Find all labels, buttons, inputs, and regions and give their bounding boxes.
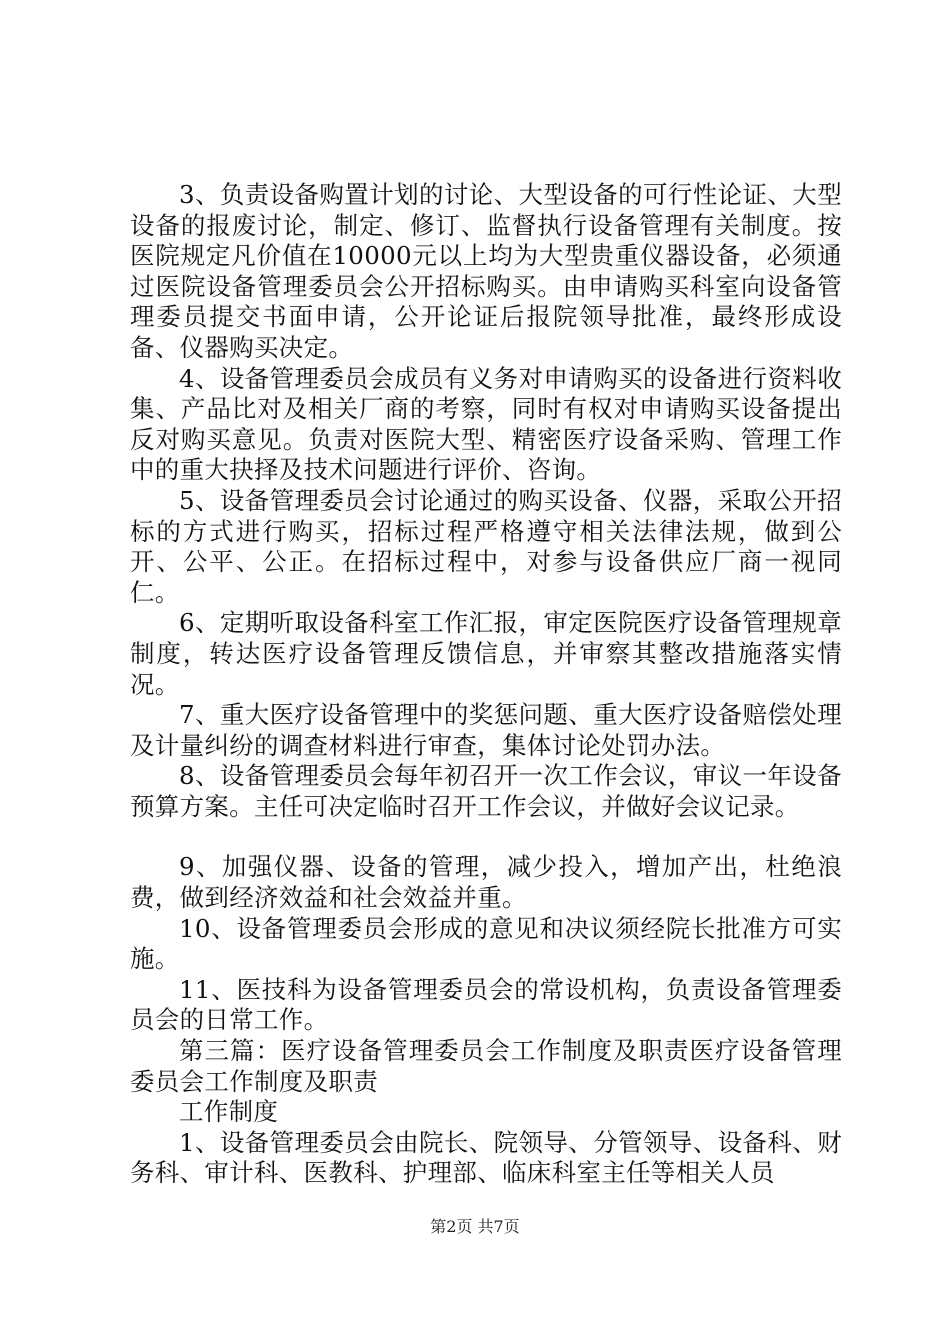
section-heading: 第三篇：医疗设备管理委员会工作制度及职责医疗设备管理委员会工作制度及职责 [130, 1036, 842, 1096]
paragraph-rule-1: 1、设备管理委员会由院长、院领导、分管领导、设备科、财务科、审计科、医教科、护理部、临床科室主任等相关人员 [130, 1127, 842, 1188]
paragraph-6: 6、定期听取设备科室工作汇报，审定医院医疗设备管理规章制度，转达医疗设备管理反馈信息，并审察其整改措施落实情况。 [130, 608, 842, 699]
document-body [130, 180, 842, 1189]
paragraph-4: 4、设备管理委员会成员有义务对申请购买的设备进行资料收集、产品比对及相关厂商的考察，同时有权对申请购买设备提出反对购买意见。负责对医院大型、精密医疗设备采购、管理工作中的重大抉择及技术问题进行评价、咨询。 [130, 363, 842, 485]
paragraph-8: 8、设备管理委员会每年初召开一次工作会议，审议一年设备预算方案。主任可决定临时召开工作会议，并做好会议记录。 [130, 761, 842, 821]
paragraph-5: 5、设备管理委员会讨论通过的购买设备、仪器，采取公开招标的方式进行购买，招标过程严格遵守相关法律法规，做到公开、公平、公正。在招标过程中，对参与设备供应厂商一视同仁。 [130, 485, 842, 607]
page-number: 第2页 共7页 [430, 1217, 520, 1236]
paragraph-10: 10、设备管理委员会形成的意见和决议须经院长批准方可实施。 [130, 913, 842, 974]
paragraph-11: 11、医技科为设备管理委员会的常设机构，负责设备管理委员会的日常工作。 [130, 974, 842, 1035]
paragraph-7: 7、重大医疗设备管理中的奖惩问题、重大医疗设备赔偿处理及计量纠纷的调查材料进行审查，集体讨论处罚办法。 [130, 700, 842, 760]
paragraph-3: 3、负责设备购置计划的讨论、大型设备的可行性论证、大型设备的报废讨论，制定、修订、监督执行设备管理有关制度。按医院规定凡价值在10000元以上均为大型贵重仪器设备，必须通过医院设备管理委员会公开招标购买。由申请购买科室向设备管理委员提交书面申请，公开论证后报院领导批准，最终形成设备、仪器购买决定。 [130, 180, 842, 362]
paragraph-9: 9、加强仪器、设备的管理，减少投入，增加产出，杜绝浪费，做到经济效益和社会效益并重。 [130, 852, 842, 913]
subsection-heading: 工作制度 [179, 1097, 279, 1127]
